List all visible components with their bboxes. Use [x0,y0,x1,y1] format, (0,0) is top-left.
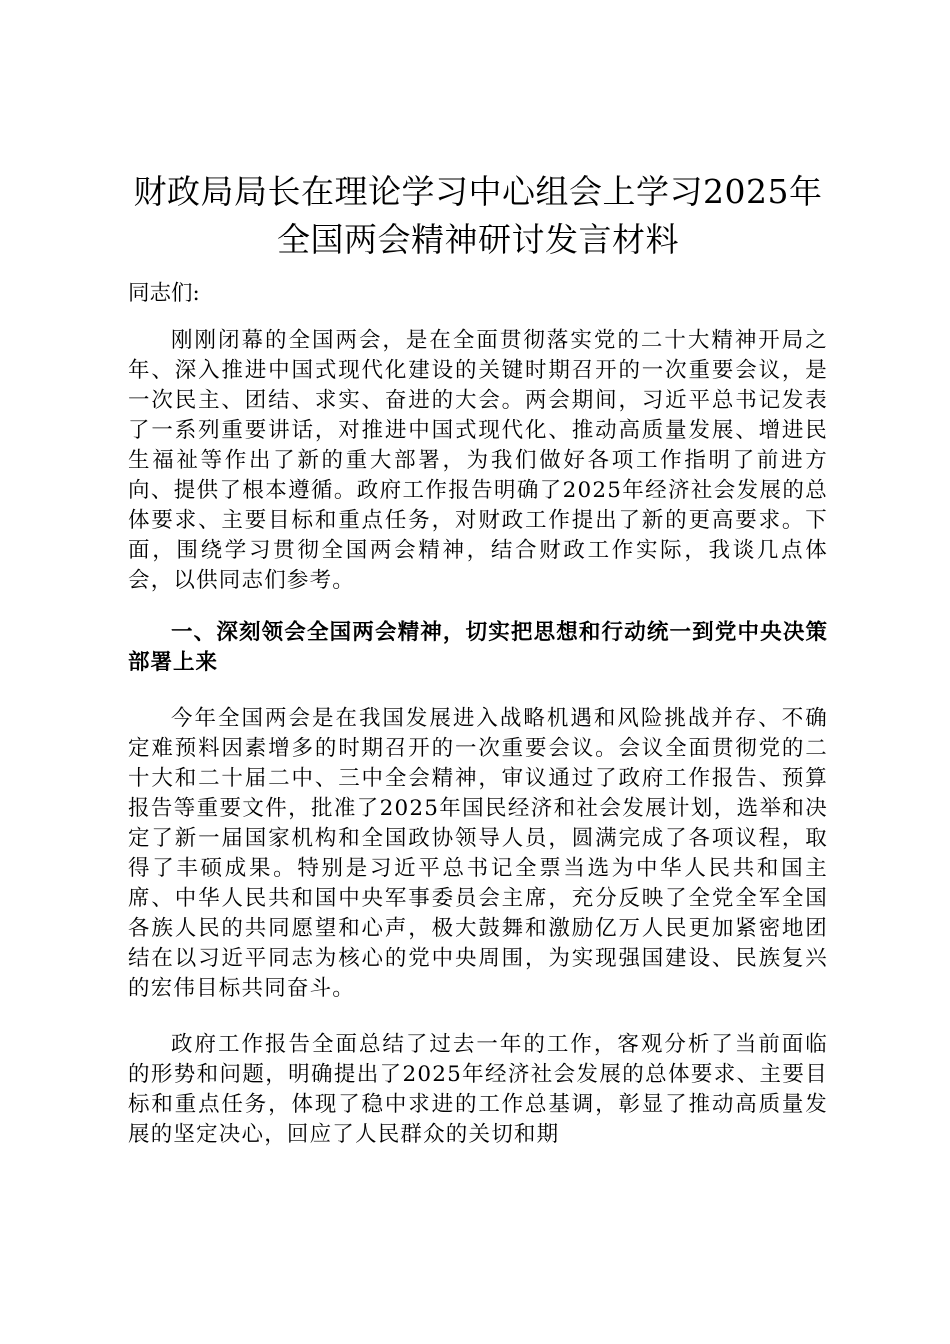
intro-paragraph: 刚刚闭幕的全国两会，是在全面贯彻落实党的二十大精神开局之年、深入推进中国式现代化建设的关键时期召开的一次重要会议，是一次民主、团结、求实、奋进的大会。两会期间，习近平总书记发表了一系列重要讲话，对推进中国式现代化、推动高质量发展、增进民生福祉等作出了新的重大部署，为我们做好各项工作指明了前进方向、提供了根本遵循。政府工作报告明确了2025年经济社会发展的总体要求、主要目标和重点任务，对财政工作提出了新的更高要求。下面，围绕学习贯彻全国两会精神，结合财政工作实际，我谈几点体会，以供同志们参考。 [128,328,828,593]
section-heading-1: 一、深刻领会全国两会精神，切实把思想和行动统一到党中央决策部署上来 [128,620,828,675]
section1-paragraph-2: 政府工作报告全面总结了过去一年的工作，客观分析了当前面临的形势和问题，明确提出了2025年经济社会发展的总体要求、主要目标和重点任务，体现了稳中求进的工作总基调，彰显了推动高质量发展的坚定决心，回应了人民群众的关切和期 [128,1032,828,1147]
document-title: 财政局局长在理论学习中心组会上学习2025年全国两会精神研讨发言材料 [133,172,823,259]
document-page [128,168,828,1150]
salutation: 同志们: [128,281,200,306]
section1-paragraph-1: 今年全国两会是在我国发展进入战略机遇和风险挑战并存、不确定难预料因素增多的时期召开的一次重要会议。会议全面贯彻党的二十大和二十届二中、三中全会精神，审议通过了政府工作报告、预算报告等重要文件，批准了2025年国民经济和社会发展计划，选举和决定了新一届国家机构和全国政协领导人员，圆满完成了各项议程，取得了丰硕成果。特别是习近平总书记全票当选为中华人民共和国主席、中华人民共和国中央军事委员会主席，充分反映了全党全军全国各族人民的共同愿望和心声，极大鼓舞和激励亿万人民更加紧密地团结在以习近平同志为核心的党中央周围，为实现强国建设、民族复兴的宏伟目标共同奋斗。 [128,706,828,1001]
